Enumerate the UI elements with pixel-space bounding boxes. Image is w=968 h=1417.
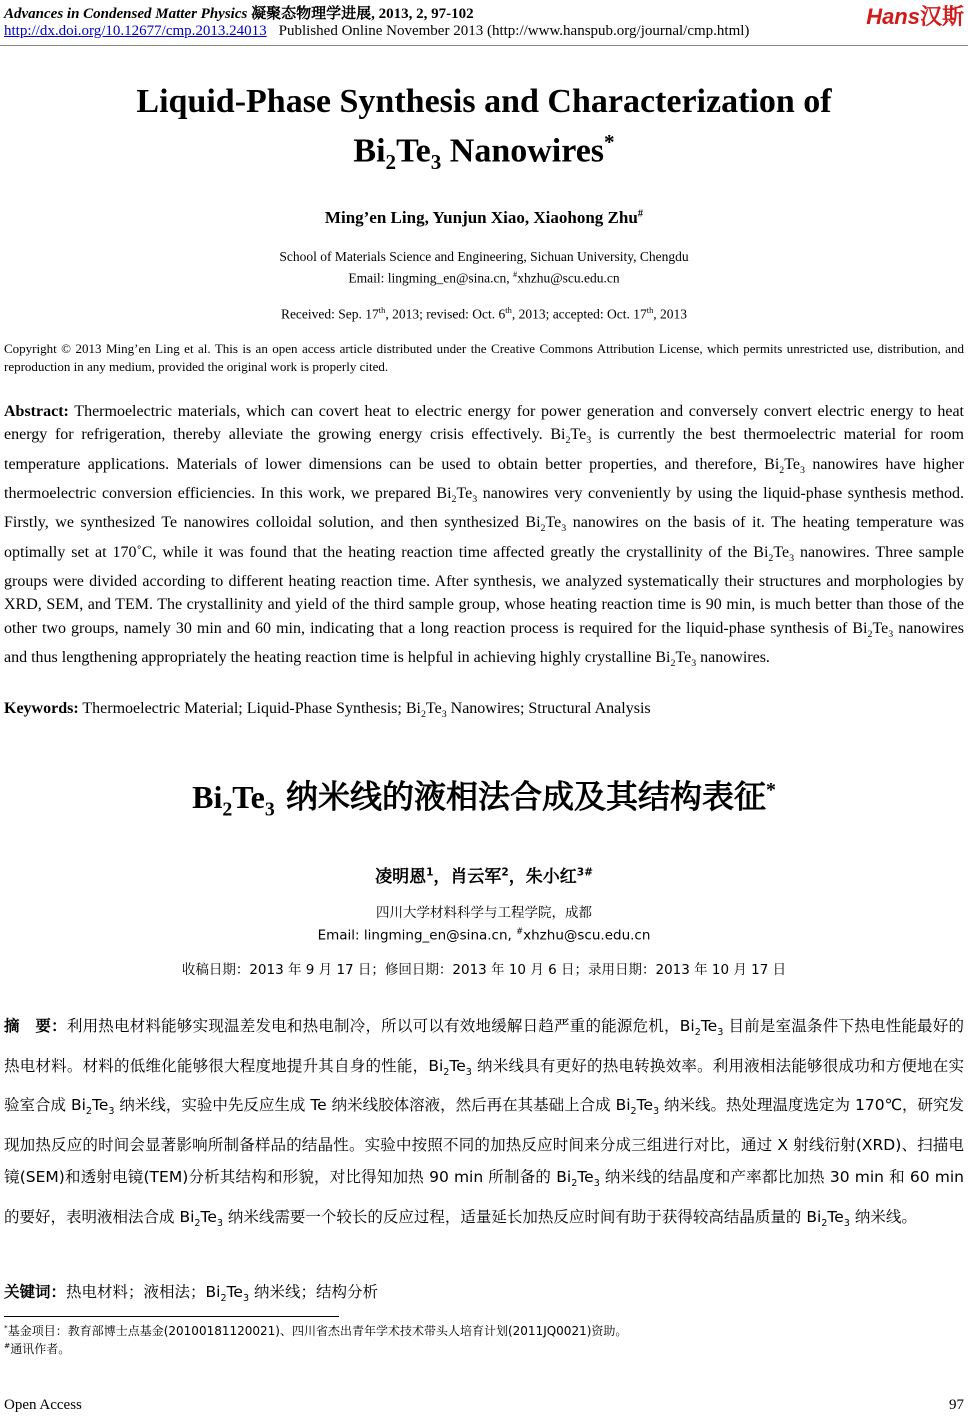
title-en: Liquid-Phase Synthesis and Characterization of $Bi_2Te_3$ Nanowires* <box>136 83 832 175</box>
footnote-divider <box>4 1316 339 1317</box>
formula-bi2te3: $Bi_2Te_3$ <box>436 484 478 506</box>
abstract-en: Abstract: Thermoelectric materials, which can covert heat to electric energy for power generation and conversely convert electric energy to heat energy for refrigeration, thereby alleviate the growing energy crisis effectively. $Bi_2Te_3$ is currently the best thermoelectric material for room temperature applications. Materials of lower dimensions can be used to obtain better properties, and therefore, $Bi_2Te_3$ nanowires have higher thermoelectric conversion efficiencies. In this work, we prepared $Bi_2Te_3$ nanowires very conveniently by using the liquid-phase synthesis method. Firstly, we synthesized Te nanowires colloidal solution, and then synthesized $Bi_2Te_3$ nanowires on the basis of it. The heating temperature was optimally set at 170˚C, while it was found that the heating reaction time affected greatly the crystallinity of the $Bi_2Te_3$ nanowires. Three sample groups were divided according to different heating reaction time. After synthesis, we analyzed systematically their structures and morphologies by XRD, SEM, and TEM. The crystallinity and yield of the third sample group, whose heating reaction time is 90 min, is much better than those of the other two groups, namely 30 min and 60 min, indicating that a long reaction process is required for the liquid-phase synthesis of $Bi_2Te_3$ nanowires and thus lengthening appropriately the heating reaction time is helpful in achieving highly crystalline $Bi_2Te_3$ nanowires. <box>4 403 965 670</box>
open-access-label: Open Access <box>4 1397 82 1413</box>
formula-bi2te3: $Bi_2Te_3$ <box>753 543 795 564</box>
copyright-notice: Copyright © 2013 Ming’en Ling et al. This is an open access article distributed under the Creative Commons Attribution License, which permits unrestricted use, distribution, and reproduction in any medium, provided the original work is properly cited. <box>4 341 964 374</box>
doi-link[interactable]: http://dx.doi.org/10.12677/cmp.2013.24013 <box>4 23 267 39</box>
formula-bi2te3: $Bi_2Te_3$ <box>428 1056 472 1078</box>
keywords-en: Keywords: Thermoelectric Material; Liquid-Phase Synthesis; $Bi_2Te_3$ Nanowires; Structural Analysis <box>4 700 651 721</box>
title-cn: $Bi_2Te_3$ 纳米线的液相法合成及其结构表征* <box>192 777 776 821</box>
dates-en: Received: Sep. 17th, 2013; revised: Oct. 6th, 2013; accepted: Oct. 17th, 2013 <box>280 306 688 322</box>
publisher-logo: Hans汉斯 <box>866 4 964 29</box>
keywords-cn: 关键词：热电材料；液相法；$Bi_2Te_3$ 纳米线；结构分析 <box>4 1283 379 1305</box>
page-number: 97 <box>949 1397 964 1413</box>
affiliation-cn: 四川大学材料科学与工程学院，成都 Email: lingming_en@sina.cn, #xhzhu@scu.edu.cn <box>0 904 968 945</box>
formula-bi2te3: $Bi_2Te_3$ <box>70 1096 115 1118</box>
formula-bi2te3: $Bi_2Te_3$ <box>525 514 567 535</box>
formula-bi2te3: $Bi_2Te_3$ <box>852 619 894 640</box>
authors-en: Ming’en Ling, Yunjun Xiao, Xiaohong Zhu# <box>324 208 644 227</box>
formula-bi2te3: $Bi_2Te_3$ <box>806 1207 850 1229</box>
formula-bi2te3: $Bi_2Te_3$ <box>405 700 447 721</box>
header-divider <box>0 45 968 46</box>
formula-bi2te3: $Bi_2Te_3$ <box>679 1017 724 1039</box>
authors-cn: 凌明恩$^1$，肖云军$^2$，朱小红$^{3\#}$ <box>375 866 593 887</box>
formula-bi2te3: $Bi_2Te_3$ <box>556 1168 600 1190</box>
formula-bi2te3: $Bi_2Te_3$ <box>615 1096 660 1118</box>
formula-bi2te3: $Bi_2Te_3$ <box>205 1283 250 1305</box>
published-online: Published Online November 2013 (http://www.hanspub.org/journal/cmp.html) <box>278 23 750 39</box>
journal-header <box>4 2 474 23</box>
formula-bi2te3: $Bi_2Te_3$ <box>550 426 592 447</box>
journal-name-cn: 凝聚态物理学进展, 2013, 2, 97-102 <box>251 6 474 22</box>
formula-bi2te3: $Bi_2Te_3$ <box>192 778 275 821</box>
email-en: Email: lingming_en@sina.cn, #xhzhu@scu.edu.cn <box>348 270 620 286</box>
email-cn: Email: lingming_en@sina.cn, #xhzhu@scu.edu.cn <box>317 926 651 944</box>
footnote-corresponding: #通讯作者。 <box>4 1341 71 1356</box>
doi-line <box>4 23 749 40</box>
formula-bi2te3: $Bi_2Te_3$ <box>764 455 805 476</box>
journal-name: Advances in Condensed Matter Physics <box>4 6 248 22</box>
abstract-cn: 摘 要：利用热电材料能够实现温差发电和热电制冷，所以可以有效地缓解日趋严重的能源危机，$Bi_2Te_3$ 目前是室温条件下热电性能最好的热电材料。材料的低维化能够很大程度地提升其自身的性能，$Bi_2Te_3$ 纳米线具有更好的热电转换效率。利用液相法能够很成功和方便地在实验室合成 $Bi_2Te_3$ 纳米线，实验中先反应生成 Te 纳米线胶体溶液，然后再在其基础上合成 $Bi_2Te_3$ 纳米线。热处理温度选定为 170℃，研究发现加热反应的时间会显著影响所制备样品的结晶性。实验中按照不同的加热反应时间来分成三组进行对比，通过 X 射线衍射(XRD)、扫描电镜(SEM)和透射电镜(TEM)分析其结构和形貌，对比得知加热 90 min 所制备的 $Bi_2Te_3$ 纳米线的结晶度和产率都比加热 30 min 和 60 min 的要好，表明液相法合成 $Bi_2Te_3$ 纳米线需要一个较长的反应过程，适量延长加热反应时间有助于获得较高结晶质量的 $Bi_2Te_3$ 纳米线。 <box>4 1017 964 1229</box>
dates-cn: 收稿日期：2013 年 9 月 17 日；修回日期：2013 年 10 月 6 日；录用日期：2013 年 10 月 17 日 <box>181 962 787 978</box>
formula-bi2te3: $Bi_2Te_3$ <box>179 1207 223 1229</box>
affiliation-en: School of Materials Science and Engineering, Sichuan University, Chengdu Email: lingming_en@sina.cn, #xhzhu@scu.edu.cn <box>0 248 968 288</box>
formula-bi2te3: $Bi_2Te_3$ <box>655 648 697 670</box>
footnote-funding: *基金项目：教育部博士点基金(20100181120021)、四川省杰出青年学术技术带头人培育计划(2011JQ0021)资助。 <box>4 1323 628 1338</box>
